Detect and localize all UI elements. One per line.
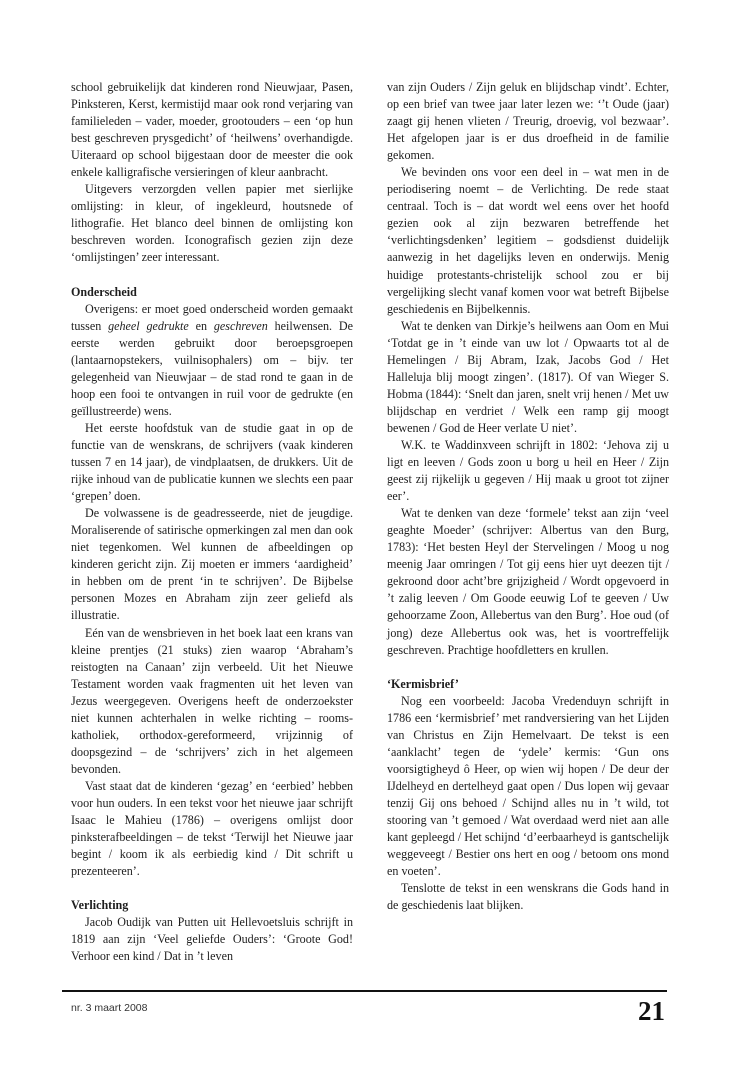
section-heading-verlichting: Verlichting (71, 898, 129, 913)
italic-term: geschreven (213, 318, 268, 333)
paragraph: Jacob Oudijk van Putten uit Hellevoetsluis schrijft in 1819 aan zijn ‘Veel geliefde Ouders’: ‘Groote God! Verhoor een kind / Dat in ’t leven (71, 915, 353, 964)
paragraph: school gebruikelijk dat kinderen rond Nieuwjaar, Pasen, Pinksteren, Kerst, kermistijd maar ook rond verjaring van familieleden – vader, moeder, grootouders – een ‘op hun best geschreven prysgedicht’ of ‘heilwens’ overhandigde. Uiteraard op school bijgestaan door de meester die ook enkele kalligrafische versieringen of kleur aanbracht. (71, 80, 353, 180)
paragraph: Nog een voorbeeld: Jacoba Vredenduyn schrijft in 1786 een ‘kermisbrief’ met randversiering van het Lijden van Christus en Zijn Hemelvaart. De tekst is een ‘aanklacht’ tegen de ‘ydele’ kermis: ‘Gun ons voorsigtigheyd ô Heer, op wien wij hopen / De deur der IJdelheyd en dertelheyd gaat open / Dus lopen wij gevaar tenzij Gij ons behoed / Schijnd alles nu in ’t wild, tot stooring van ’t gemoed / Wat overdaad werd niet aan alle kant gepleegd / Het schijnd ‘d’eerbaarheyd is gantschelijk weggeveegt / Bestier ons hert en oog / betoom ons mond en voeten’. (387, 693, 669, 879)
italic-term: geheel gedrukte (108, 318, 189, 333)
page-number: 21 (638, 996, 665, 1026)
paragraph: Het eerste hoofdstuk van de studie gaat in op de functie van de wenskrans, de schrijvers (vaak kinderen tussen 7 en 14 jaar), de vindplaatsen, de drukkers. Uit de rijke inhoud van de publicatie kunnen we slechts een paar ‘grepen’ doen. (71, 420, 353, 504)
paragraph-gap (387, 659, 669, 676)
paragraph: Uitgevers verzorgden vellen papier met sierlijke omlijsting: in kleur, of ingekleurd, houtsnede of lithografie. Het blanco deel binnen de omlijsting kon beschreven worden. Iconografisch gezien zijn deze ‘omlijstingen’ zeer interessant. (71, 182, 353, 265)
text-run: en (188, 318, 214, 333)
paragraph (71, 301, 353, 420)
paragraph: We bevinden ons voor een deel in – wat men in de periodisering noemt – de Verlichting. De rede staat centraal. Toch is – dat wordt wel eens over het hoofd gezien ook al zijn bezwaren betreffende het ‘verlichtingsdenken’ legitiem – godsdienst duidelijk aanwezig in het dagelijks leven en onderwijs. Menig huidige protestants-christelijk school zou er bij vergelijking slecht vanaf komen voor wat betreft Bijbelse geschiedenis en Bijbelkennis. (387, 165, 669, 316)
paragraph: De volwassene is de geadresseerde, niet de jeugdige. Moraliserende of satirische opmerkingen zal men dan ook niet tegenkomen. Wel kunnen de afbeeldingen op kinderen gericht zijn. Zij moeten er immers ‘aardigheid’ in hebben om de prent ‘in te schrijven’. De Bijbelse personen Mozes en Abraham zijn zeer geliefd als illustratie. (71, 506, 353, 623)
paragraph: W.K. te Waddinxveen schrijft in 1802: ‘Jehova zij u ligt en leeven / Gods zoon u borg u heil en Heer / Zijn geest zij rijkelijk u gegeven / Hij maak u groot tot zijner eer’. (387, 437, 669, 504)
paragraph: Vast staat dat de kinderen ‘gezag’ en ‘eerbied’ hebben voor hun ouders. In een tekst voor het nieuwe jaar schrijft Isaac le Mahieu (1786) – overigens omlijst door pinksterafbeeldingen – de tekst ‘Terwijl het Nieuwe jaar begint / koom ik als eerbiedig kind / Dit schrift u prezenteeren’. (71, 778, 353, 879)
paragraph: Tenslotte de tekst in een wenskrans die Gods hand in de geschiedenis laat blijken. (387, 881, 669, 913)
left-column (71, 79, 353, 965)
paragraph-gap (71, 880, 353, 897)
paragraph: Eén van de wensbrieven in het boek laat een krans van kleine prentjes (21 stuks) zien waarop ‘Abraham’s reistogten na Canaan’ zijn verbeeld. Uit het Nieuwe Testament worden vaak fragmenten uit het leven van Jezus weergegeven. Overigens heeft de onderzoekster niet kunnen achterhalen in welke richting – rooms-katholiek, orthodox-gereformeerd, vrijzinnig of doopsgezind – de ‘schrijvers’ zich in het algemeen bevonden. (71, 625, 353, 776)
paragraph: Wat te denken van Dirkje’s heilwens aan Oom en Mui ‘Totdat ge in ’t einde van uw lot / Opwaarts tot al de Hemelingen / Bij Abram, Izak, Jacobs God / Het Halleluja blij moogt zingen’. (1817). Of van Wieger S. Hobma (1844): ‘Snelt dan jaren, snelt vrij henen / Met uw blijdschap en verdriet / Welk een ramp gij moogt bewenen / God de Heer verlate U niet’. (387, 318, 669, 435)
paragraph: van zijn Ouders / Zijn geluk en blijdschap vindt’. Echter, op een brief van twee jaar later lezen we: ‘’t Oude (jaar) zaagt gij henen vlieten / Treurig, droevig, vol bezwaar’. Het afgelopen jaar is er dus droefheid in de familie gekomen. (387, 80, 669, 163)
text-run: heilwensen. De eerste werden gebruikt door beroepsgroepen (lantaarnopstekers, vuilnisophalers) om – bijv. ter gelegenheid van Nieuwjaar – de stad rond te gaan in de hoop een fooi te ontvangen in ruil voor de gedrukte (en geïllustreerde) wens. (71, 318, 353, 418)
paragraph-gap (71, 267, 353, 284)
section-heading-kermisbrief: ‘Kermisbrief’ (387, 676, 459, 691)
text-run: Overigens: er moet goed onderscheid worden gemaakt tussen (71, 301, 353, 333)
paragraph: Wat te denken van deze ‘formele’ tekst aan zijn ‘veel geaghte Moeder’ (schrijver: Albertus van den Burg, 1783): ‘Het besten Heyl der Stervelingen / Moog u nog meenig Jaar omringen / Tot gij eens hier uyt deezen tijt / gekroond door acht’bre grijzigheid / Wordt opgevoerd in ’t zalig leeven / Om Goode eeuwig Lof te geeven / Uw gehoorzame Zoon, Allebertus van den Burg’. Hoe oud (of jong) deze Allebertus ook was, het is voortreffelijk geschreven. Prachtige hoofdletters en krullen. (387, 506, 669, 657)
right-column (387, 79, 669, 914)
section-heading-onderscheid: Onderscheid (71, 284, 137, 299)
footer-rule (62, 990, 667, 992)
footer-issue-label: nr. 3 maart 2008 (71, 1002, 148, 1014)
